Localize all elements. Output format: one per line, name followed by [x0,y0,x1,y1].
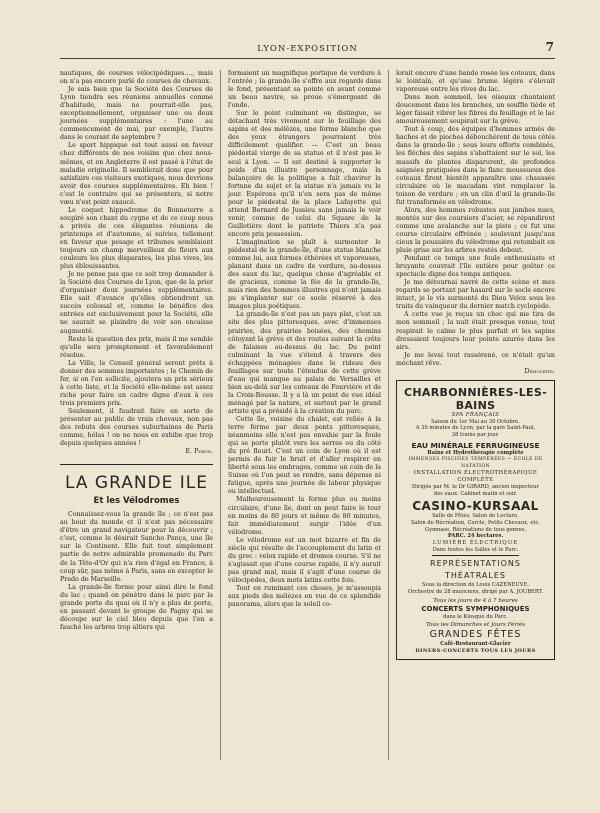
ad-text: A 30 minutes de Lyon, par la gare Saint-Paul, [415,425,536,432]
ad-heading: CASINO-KURSAAL [412,499,539,514]
ad-text: LUMIÈRE ÉLECTRIQUE [432,539,519,546]
ad-text: 38 trains par jour. [451,431,500,438]
ad-text: Gymnase, Récréations de tous genres. [425,526,526,533]
ad-text: Sous la direction de Louis CAZENEUVE. [422,582,529,589]
author-signature: E. Peron. [185,448,213,456]
ad-subtitle: SPA FRANÇAIS [451,411,500,418]
paragraph: Le vélodrome est un mot bizarre et fin de siècle qui résulte de l'accouplement du latin et du grec : velox rapide et dromos course. S'il ne s'agissait que d'une course rapide, il n'y aurait pas grand mal, mais il s'agit d'une course de vélocipèdes, deux mots latins cette fois. [228,536,381,584]
paragraph: La Ville, le Conseil général seront prêts à donner des sommes importantes ; le Chemin de fer, si on l'en sollicite, ajoutera un prix sérieux à cette liste, et la Société elle-même est assez riche pour faire un cadre digne d'eux à ces trois premiers prix. [60,359,213,407]
ad-text: Bains et Hydrothérapie complète [427,449,524,456]
paragraph: Le coquet hippodrome de Bonneterre a soupiré son chant du cygne et de ce coup nous a privés de ces élégantes réunions de printemps et d'automne, si suivies, tellement en faveur que pesage et tribunes semblaient toujours un champ merveilleux de fleurs aux couleurs les plus disparates, les plus vives, les plus éblouissantes. [60,206,213,271]
article-title: LA GRANDE ILE [60,464,213,493]
paragraph: A cette vue je reçus un choc qui me tira de mon sommeil ; la nuit était presque venue, tout respirait le calme le plus parfait et les sapins dressaient toujours leur pointe azurée dans les airs. [396,311,555,351]
column-3 [396,70,555,660]
running-title: LYON-EXPOSITION [257,44,358,54]
paragraph: Tout en ruminant ces choses, je m'assoupis aux pieds des mélèzes en vue de ce splendide panorama, alors que le soleil co- [228,585,381,609]
paragraph: formaient un magnifique portique de verdure à l'entrée ; la grande-île s'offre aux regards dans le fond, présentant sa pointe en avant comme un beau navire, sa proue s'émergeant de l'onde. [228,70,381,110]
page-number: 7 [545,40,555,54]
ad-text: IMMENSES PISCINES TEMPÉRÉES — ÉCOLE DE NATATION [408,457,543,470]
paragraph: Cette île, voisine du chalet, est reliée à la terre ferme par deux ponts pittoresques, néanmoins elle n'est pas envahie par la foule qui se porte plutôt vers les serres ou du côté du pré fleuri. C'est un coin de Lyon où il est permis de fuir le bruit et d'aller respirer en liberté sous les ombrages, comme un coin de la Suisse où l'on peut se rendre, sans dépense ni fatigue, après une journée de labeur physique ou intellectuel. [228,416,381,496]
paragraph: nautiques, de courses vélocipédiques...., mais on n'a pas encore parlé de courses de chevaux. [60,70,213,86]
ad-text: dans le Kiosque du Parc. [443,613,508,620]
ad-text: Dirigée par M. le Dr GIRARD, ancien inspecteur [412,484,539,491]
ad-text: Salle de Fêtes, Salon de Lecture, [432,513,519,520]
paragraph: La grande-île n'est pas un pays plat, c'est un site des plus pittoresques, avec d'immenses prairies, des prairies boisées, des chemins côtoyant la grève et des routes suivant la crête de falaises au-dessus du lac. Du point culminant la vue s'étend à travers des échappées ménagées dans le rideau des feuillages sur toute l'étendue de cette grève d'eau qui manque au palais de Versailles et bien au-delà sur les coteaux de Fourvière et de la Croix-Rousse. Il y a là un point de vue idéal ménagé par la nature, et surtout par le grand artiste qui a présidé à la création du parc. [228,311,381,415]
paragraph: Je me détournai navré de cette scène et mes regards se portant par hasard sur le socle encore intact, je le vis surmonté du Dieu Velox sous les traits du vainqueur du dernier match cyclopède. [396,279,555,311]
ad-text: Tous les jours de 4 à 7 heures [433,597,518,604]
ad-heading: GRANDES FÊTES [429,629,522,641]
ad-heading: CONCERTS SYMPHONIQUES [421,604,530,613]
paragraph: La grande-île forme pour ainsi dire le fond du lac ; quand on pénètre dans le parc par la grande porte du quai où il n'y a plus de porte, en passant devant le groupe de Pagny qui se découpe sur le ciel bleu depuis que l'on a fauché les arbres trop altiers qui [60,583,213,631]
ad-title: CHARBONNIÈRES-LES-BAINS [404,385,547,412]
ad-text: Tous les Dimanches et Jours Fériés [425,622,526,629]
page-header [60,40,555,59]
paragraph: Connaissez-vous la grande île ; ce n'est pas au bout du monde et il n'est pas nécessaire d'être un grand navigateur pour la découvrir ; c'est, comme le désirait Sancho Pança, une île sur le Continent. Elle fait tout simplement partie de notre admirable promenade du Parc de la Tête-d'Or qui n'a rien d'égal en France, à coup sûr, pas même à Paris, sans en excepter le Prado de Marseille. [60,511,213,583]
paragraph: Seulement, il faudrait faire en sorte de présenter au public de vrais chevaux, non pas des rebuts des courses suburbaines de Paris comme, hélas ! on ne nous en exhibe que trop depuis quelques années ! [60,407,213,448]
paragraph: L'imagination se plaît à surmonter le piédestal de la grande-île, d'une statue blanche comme lui, aux formes éthérées et vaporeuses, planant dans un cadre de verdure, au-dessus des eaux du lac, quelque chose d'agréable et de gracieux, comme la fée de la grande-île, mais rien des hommes illustres qui n'ont jamais pu s'implanter sur ce socle réservé à des images plus poétiques. [228,238,381,311]
ad-heading: REPRÉSENTATIONS THÉATRALES [430,559,521,581]
paragraph: Je me levai tout rassérené, ce n'était qu'un méchant rêve. [396,351,555,367]
ad-text: DINERS-CONCERTS TOUS LES JOURS [415,647,536,654]
paragraph: Tout à coup, des équipes d'hommes armés de haches et de pioches débouchèrent de tous côtés dans la grande-île ; sous leurs efforts combinés, les flèches des sapins s'abattaient sur le sol, les massifs de plantes disparurent, de profondes saignées pratiquées dans le flanc moussueux des coteaux firent bientôt apparaître une chaussée circulaire où le macadam vint remplacer la toison de verdure ; en un clin d'œil la grande-île fut transformée en vélodrome. [396,126,555,206]
ad-text: Salon de Récréation, Cercle, Petits Chevaux, etc. [410,519,541,526]
column-2 [228,70,381,609]
article-subtitle: Et les Vélodromes [93,496,180,507]
paragraph: Dans mon sommeil, les oiseaux chantaient doucement dans les branches, un souffle tiède et léger faisait vibrer les fibres du feuillage et le lac amoureusement soupirait sur la grève. [396,94,555,126]
paragraph: Pendant ce temps une foule enthousiaste et bruyante couvrait l'île entière pour goûter ce spectacle digne des temps antiques. [396,255,555,279]
column-1 [60,70,213,632]
advertisement-box [396,380,555,660]
paragraph: Le sport hippique est tout aussi en faveur chez différents de nos voisins que chez nous-mêmes, et en Angleterre il est passé à l'état de maladie originelle. Il semblerait donc que pour satisfaire ces visiteurs exotiques, nous devrions avoir des courses supplémentaires. Eh bien ! c'est le contraire qui se présentera, si notre vœu n'est point exaucé. [60,142,213,206]
ad-divider [432,555,519,556]
ad-text: INSTALLATION ÉLECTROTHÉRAPIQUE [413,470,538,477]
paragraph: Reste la question des prix, mais il me semble qu'elle sera promptement et favorablement résolue. [60,335,213,359]
ad-text: Saison du 1er Mai au 30 Octobre. [431,418,520,425]
paragraph: Malheureusement la forme plus ou moins circulaire, d'une île, dont on peut faire le tour en moins de 80 jours et même de 80 minutes, fait immédiatement surgir l'idée d'un vélodrome. [228,496,381,536]
ad-text: COMPLÈTE [457,477,494,484]
paragraph: lorait encore d'une bande rosée les coteaux, dans le lointain, et qu'une brume légère s'élevait vaporeuse entre les rives du lac. [396,70,555,94]
ad-text: Orchestre de 28 musiciens, dirigé par A. JOUBERT. [407,588,543,595]
ad-heading: EAU MINÉRALE FERRUGINEUSE [411,440,540,450]
column-divider [220,70,221,760]
ad-text: Dans toutes les Salles et le Parc. [432,546,519,553]
paragraph: Sur le point culminant on distingue, se détachant très vivement sur le feuillage des sapins et des mélèzes, une forme blanche que des yeux étrangers pourraient très difficilement qualifier. — C'est un beau piédestal vierge de sa statue et il n'est pas le seul à Lyon. — Il est destiné à supporter le poids d'un illustre personnage, mais la balançoire de la politique a fait chavirer la fortune du sujet et la statue n'a jamais vu le jour. Espérons qu'il n'en sera pas de même pour le piédestal de la place Lafayette qui attend Bernard de Jussieu sans jamais le voir venir, comme de celui du Square de la Guillotière dont le patriote Thiers n'a pas encore pris possession. [228,110,381,238]
author-signature: Démocrite. [524,367,555,375]
ad-text: des eaux. Cabinet matin et soir. [433,490,518,497]
ad-text: PARC. 24 hectares. [447,533,504,540]
paragraph: Alors, des hommes robustes aux jambes nues, montés sur des coursiers d'acier, se répandirent comme une avalanche sur la piste ; ce fut une course circulaire effrénée ; soulevant jusqu'aux cieux la poussière du vélodrome qui retombait en pluie grise sur les arbres restés debout. [396,206,555,255]
column-divider [388,70,389,760]
paragraph: Je sais bien que la Société des Courses de Lyon tiendra ses réunions annuelles comme d'habitude, mais ne pourrait-elle pas, exceptionnellement, organiser une ou deux journées supplémentaires : l'une au commencement de mai, par exemple, l'autre dans le courant de septembre ? [60,86,213,142]
paragraph: Je ne pense pas que ce soit trop demander à la Société des Courses de Lyon, que de la prier d'organiser deux journées supplémentaires. Elle sait d'avance qu'elles obtiendront un succès colossal et, comme le bénéfice des entrées est exclusivement pour la Société, elle ne saurait se plaindre de voir son encaisse augmenté. [60,271,213,335]
ad-text: Café-Restaurant-Glacier [440,641,511,648]
